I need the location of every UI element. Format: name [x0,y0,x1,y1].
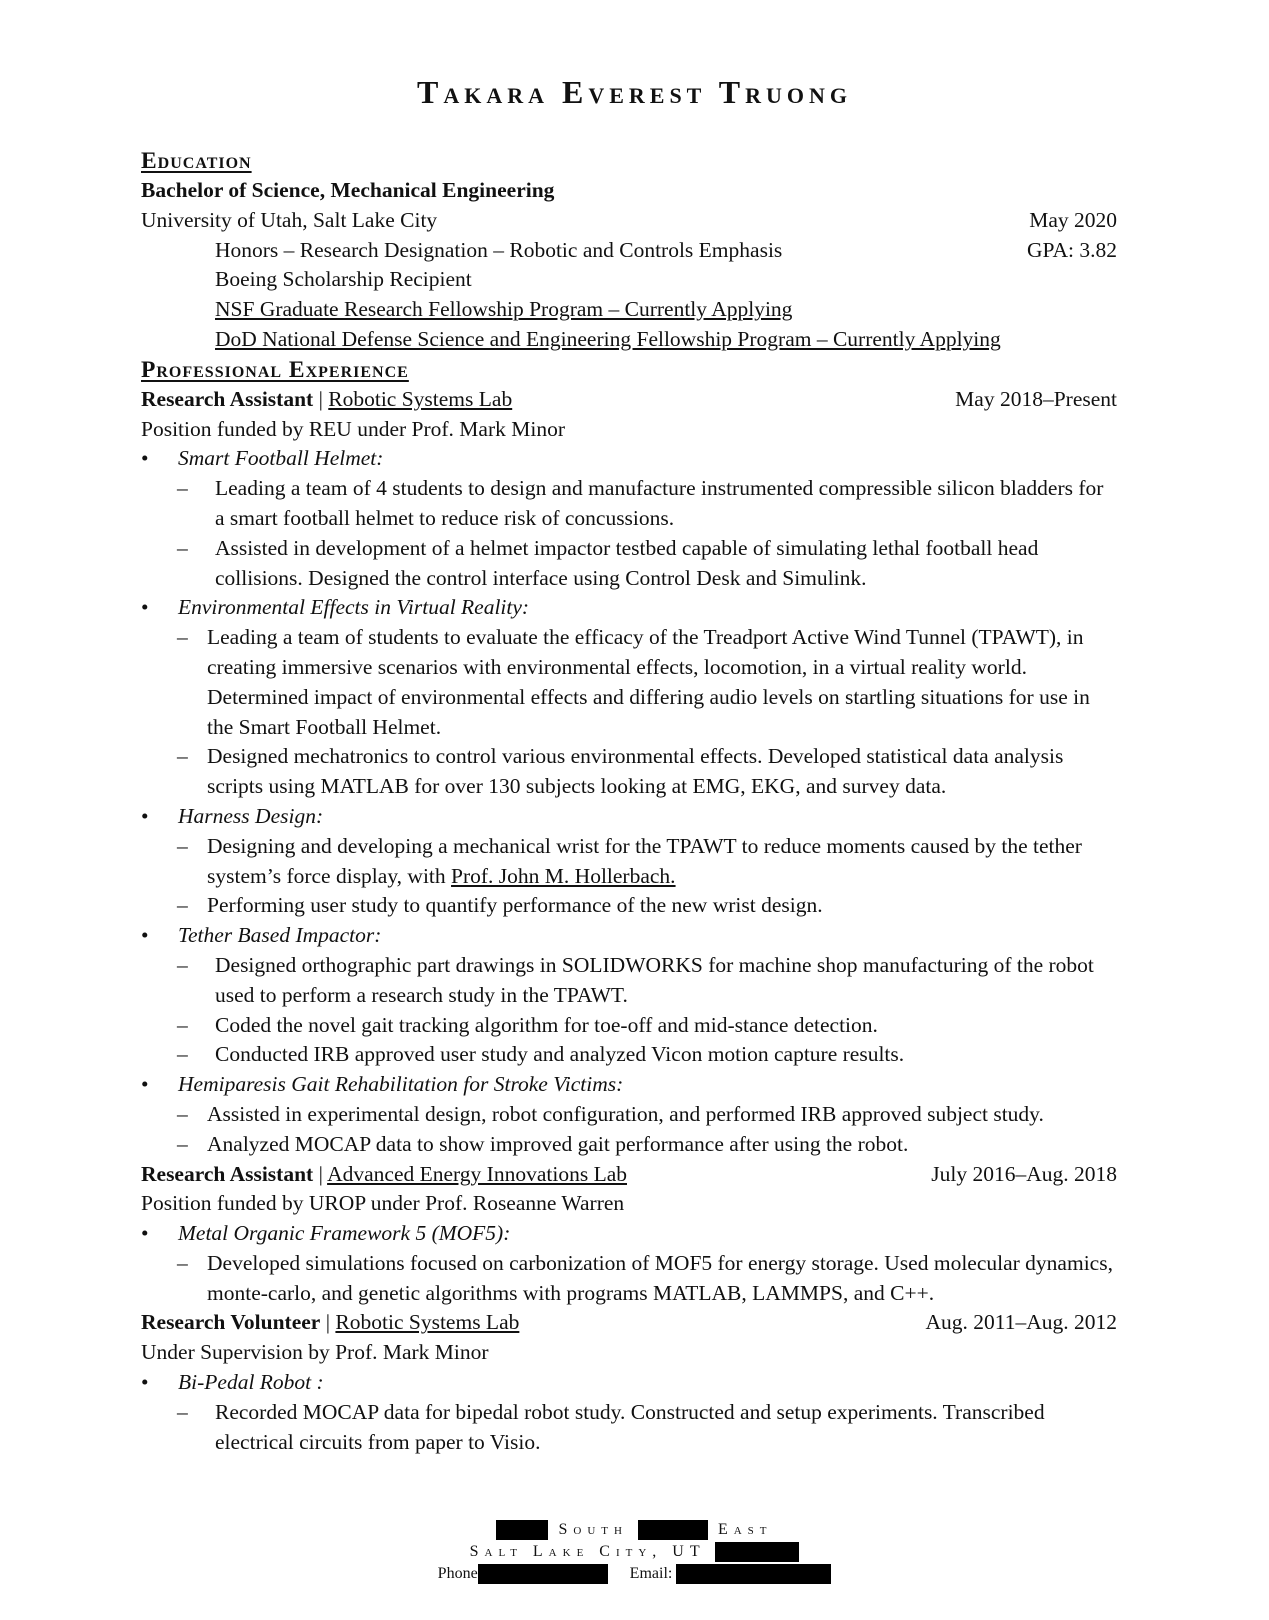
job-separator: | [313,1161,328,1186]
project-bullet [141,1070,1117,1100]
lab-link[interactable]: Advanced Energy Innovations Lab [327,1161,627,1186]
project-name: Environmental Effects in Virtual Reality: [178,595,530,620]
job-title: Research Assistant [141,1161,314,1186]
project-name: Bi-Pedal Robot : [178,1370,324,1395]
redacted-block [715,1542,799,1562]
project-name: Smart Football Helmet: [178,446,384,471]
project-bullet [141,444,1117,474]
project-bullet [141,1368,1117,1398]
project-point: – Developed simulations focused on carbonization of MOF5 for energy storage. Used molecular dynamics, monte-carlo, and genetic algorithms with programs MATLAB, LAMMPS, and C++. [141,1249,1117,1309]
project-bullet [141,1219,1117,1249]
school-row [141,206,1117,236]
education-item: Boeing Scholarship Recipient [215,267,472,292]
project-point: – Conducted IRB approved user study and analyzed Vicon motion capture results. [141,1040,1117,1070]
redacted-block [478,1564,608,1584]
bullet-icon: • [141,923,149,948]
bullet-icon: • [141,446,149,471]
job-subtitle: Position funded by REU under Prof. Mark Minor [141,416,565,441]
project-point: – Designed orthographic part drawings in SOLIDWORKS for machine shop manufacturing of the robot used to perform a research study in the TPAWT. [141,951,1117,1011]
project-point-text: Designed mechatronics to control various environmental effects. Developed statistical data analysis scripts using MATLAB for over 130 subjects looking at EMG, EKG, and survey data. [207,744,1064,799]
redacted-block [496,1520,548,1540]
project-point: – Analyzed MOCAP data to show improved gait performance after using the robot. [141,1130,1117,1160]
project-point-text: Recorded MOCAP data for bipedal robot study. Constructed and setup experiments. Transcribed electrical circuits from paper to Visio. [215,1399,1045,1454]
education-item-link[interactable]: NSF Graduate Research Fellowship Program – Currently Applying [215,297,793,322]
lab-link[interactable]: Robotic Systems Lab [328,386,513,411]
education-item-link[interactable]: DoD National Defense Science and Engineering Fellowship Program – Currently Applying [215,326,1001,351]
bullet-icon: • [141,1072,149,1097]
project-name: Metal Organic Framework 5 (MOF5): [178,1221,511,1246]
resume-content [141,146,1117,1457]
job-header [141,385,1117,415]
project-point: – Leading a team of students to evaluate the efficacy of the Treadport Active Wind Tunnel (TPAWT), in creating immersive scenarios with environmental effects, locomotion, in a virtual reality world. Determined impact of environmental effects and differing audio levels on startling situations for use in the Smart Football Helmet. [141,623,1117,742]
project-name: Tether Based Impactor: [178,923,382,948]
redacted-block [676,1564,831,1584]
job-subtitle: Position funded by UROP under Prof. Roseanne Warren [141,1191,625,1216]
lab-link[interactable]: Robotic Systems Lab [335,1310,520,1335]
degree: Bachelor of Science, Mechanical Engineering [141,178,555,202]
project-bullet [141,802,1117,832]
project-name: Harness Design: [178,803,324,828]
project-point-text: Developed simulations focused on carbonization of MOF5 for energy storage. Used molecular dynamics, monte-carlo, and genetic algorithms with programs MATLAB, LAMMPS, and C++. [207,1250,1113,1305]
project-point-text: Designed orthographic part drawings in SOLIDWORKS for machine shop manufacturing of the robot used to perform a research study in the TPAWT. [215,952,1094,1007]
bullet-icon: • [141,595,149,620]
job-separator: | [313,386,329,411]
graduation-date: May 2020 [1029,207,1117,232]
job-separator: | [320,1310,336,1335]
project-point-text: Conducted IRB approved user study and analyzed Vicon motion capture results. [215,1042,905,1067]
job-title: Research Volunteer [141,1310,321,1335]
project-point: – Assisted in development of a helmet impactor testbed capable of simulating lethal football head collisions. Designed the control interface using Control Desk and Simulink. [141,534,1117,594]
project-point: – Designing and developing a mechanical wrist for the TPAWT to reduce moments caused by the tether system’s force display, with Prof. John M. Hollerbach. [177,833,1082,888]
project-point: – Coded the novel gait tracking algorithm for toe-off and mid-stance detection. [141,1011,1117,1041]
project-point: – Recorded MOCAP data for bipedal robot study. Constructed and setup experiments. Transcribed electrical circuits from paper to Visio. [141,1398,1117,1458]
project-point-text: Analyzed MOCAP data to show improved gait performance after using the robot. [207,1131,909,1156]
project-point-text: Leading a team of students to evaluate the efficacy of the Treadport Active Wind Tunnel (TPAWT), in creating immersive scenarios with environmental effects, locomotion, in a virtual reality world. Determined impact of environmental effects and differing audio levels on startling situations for use in the Smart Football Helmet. [207,625,1090,739]
job-subtitle: Under Supervision by Prof. Mark Minor [141,1340,489,1365]
street-part: South [558,1521,628,1538]
phone-label: Phone [437,1565,478,1582]
honors: Honors – Research Designation – Robotic and Controls Emphasis [215,237,783,262]
street-part: East [717,1521,773,1538]
project-point-text: Leading a team of 4 students to design and manufacture instrumented compressible silicon bladders for a smart football helmet to reduce risk of concussions. [215,476,1104,530]
project-point-text: Performing user study to quantify performance of the new wrist design. [207,893,823,918]
project-point: – Assisted in experimental design, robot configuration, and performed IRB approved subject study. [141,1100,1117,1130]
gpa: GPA: 3.82 [1026,237,1117,262]
redacted-block [638,1520,708,1540]
project-point: – Performing user study to quantify performance of the new wrist design. [141,891,1117,921]
candidate-name: Takara Everest Truong [416,74,853,110]
project-point: – Designed mechatronics to control various environmental effects. Developed statistical data analysis scripts using MATLAB for over 130 subjects looking at EMG, EKG, and survey data. [141,742,1117,802]
job-header [141,1160,1117,1190]
job-title: Research Assistant [141,386,314,411]
job-dates: July 2016–Aug. 2018 [931,1161,1117,1186]
city: Salt Lake City, UT [469,1543,706,1560]
bullet-icon: • [141,1370,149,1395]
job-dates: May 2018–Present [955,386,1117,411]
project-point: – Leading a team of 4 students to design and manufacture instrumented compressible silicon bladders for a smart football helmet to reduce risk of concussions. [141,474,1117,534]
project-point-text: Coded the novel gait tracking algorithm for toe-off and mid-stance detection. [215,1012,878,1037]
project-name: Hemiparesis Gait Rehabilitation for Stroke Victims: [178,1072,624,1097]
advisor-link[interactable]: Prof. John M. Hollerbach. [451,863,676,888]
project-bullet [141,921,1117,951]
experience-heading: Professional Experience [141,356,409,383]
honors-row [141,236,1117,266]
footer-contact [0,1563,1269,1585]
footer-street [0,1519,1269,1541]
project-point-text: Assisted in experimental design, robot configuration, and performed IRB approved subject study. [207,1101,1044,1126]
education-heading: Education [141,148,252,174]
job-dates: Aug. 2011–Aug. 2012 [925,1310,1117,1335]
project-point-text: Designing and developing a mechanical wrist for the TPAWT to reduce moments caused by the tether system’s force display, with [207,833,1082,888]
bullet-icon: • [141,803,149,828]
email-label: Email: [629,1565,673,1582]
bullet-icon: • [141,1221,149,1246]
project-bullet [141,593,1117,623]
project-point-text: Assisted in development of a helmet impactor testbed capable of simulating lethal football head collisions. Designed the control interface using Control Desk and Simulink. [215,535,1039,590]
school: University of Utah, Salt Lake City [141,207,438,232]
job-header [141,1308,1117,1338]
footer-city [0,1541,1269,1563]
